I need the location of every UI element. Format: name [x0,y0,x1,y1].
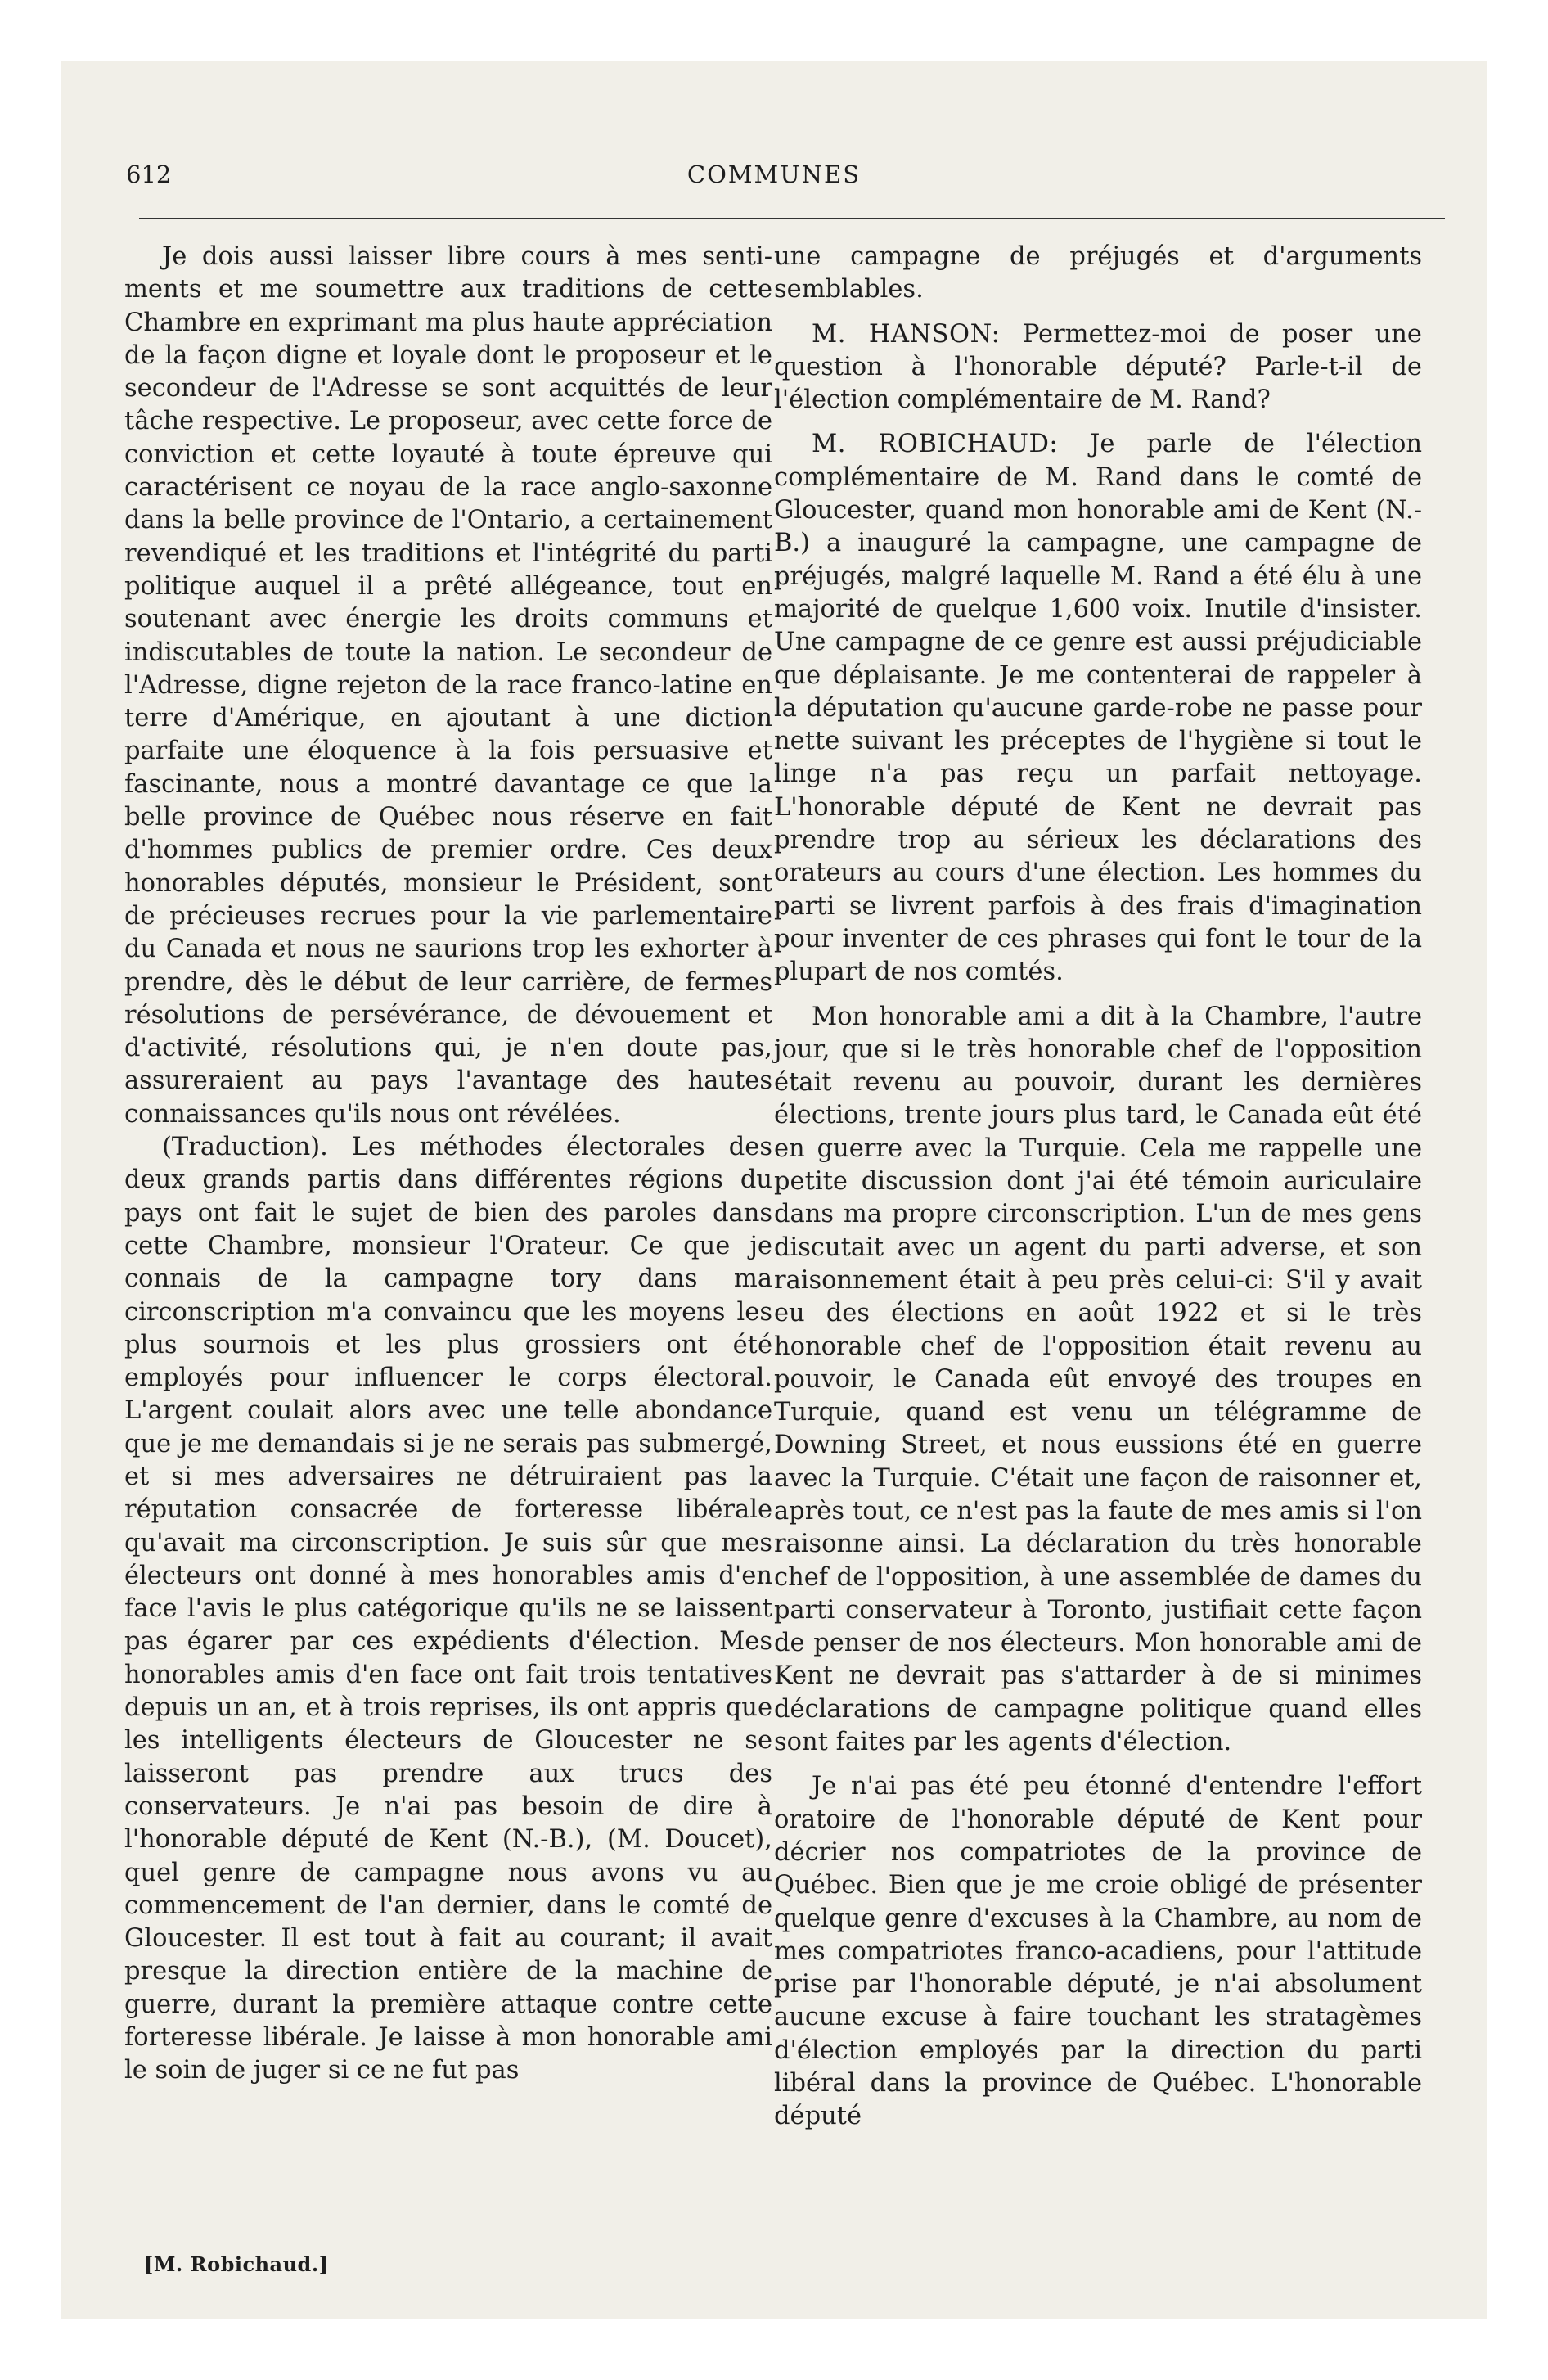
paragraph: Je n'ai pas été peu étonné d'entendre l'effort oratoire de l'honorable député de Kent pour décrier nos compatriotes de la province de Québec. Bien que je me croie obligé de présenter quelque genre d'excuses à la Chambre, au nom de mes compatriotes franco-acadiens, pour l'attitude prise par l'honorable député, je n'ai absolument aucune excuse à faire touchant les stratagèmes d'élection employés par la direction du parti libéral dans la province de Québec. L'honorable député [774,1772,1422,2131]
speaker-name: M. HANSON: [812,319,1001,349]
paragraph: (Traduction). Les méthodes électorales des deux grands partis dans différentes régions du pays ont fait le sujet de bien des paroles dans cette Chambre, monsieur l'Orateur. Ce que je connais de la campagne tory dans ma circonscription m'a convaincu que les moyens les plus sournois et les plus grossiers ont été employés pour influencer le corps électoral. L'argent coulait alors avec une telle abondance que je me demandais si je ne serais pas submergé, et si mes adversaires ne détruiraient pas la réputation consacrée de forteresse libérale qu'avait ma circonscription. Je suis sûr que mes électeurs ont donné à mes honorables amis d'en face l'avis le plus catégorique qu'ils ne se laissent pas égarer par ces expédients d'élection. Mes honorables amis d'en face ont fait trois tentatives depuis un an, et à trois reprises, ils ont appris que les intelligents électeurs de Gloucester ne se laisseront pas prendre aux trucs des conservateurs. Je n'ai pas besoin de dire à l'honorable député de Kent (N.-B.), (M. Doucet), quel genre de campagne nous avons vu au commencement de l'an dernier, dans le comté de Gloucester. Il est tout à fait au courant; il avait presque la direction entière de la machine de guerre, durant la première attaque contre cette forteresse libérale. Je laisse à mon honorable ami le soin de juger si ce ne fut pas [124,1133,772,2085]
speech-text: Je parle de l'élection complémentaire de M. Rand dans le comté de Gloucester, quand mon honorable ami de Kent (N.-B.) a inauguré la campagne, une campagne de préjugés, malgré laquelle M. Rand a été élu à une majorité de quelque 1,600 voix. Inutile d'insister. Une campagne de ce genre est aussi préjudiciable que déplaisante. Je me contenterai de rappeler à la députation qu'aucune garde-robe ne passe pour nette suivant les préceptes de l'hygiène si tout le linge n'a pas reçu un parfait nettoyage. L'honorable député de Kent ne devrait pas prendre trop au sérieux les déclarations des orateurs au cours d'une élection. Les hommes du parti se livrent parfois à des frais d'imagination pour inventer de ces phrases qui font le tour de la plupart de nos comtés. [774,430,1423,987]
speech [774,428,1422,989]
right-column [774,241,1422,2134]
page-header [61,61,1487,224]
speech [774,318,1422,417]
speaker-name: M. ROBICHAUD: [812,430,1059,459]
paragraph: Je dois aussi laisser libre cours à mes sentiments et me soumettre aux traditions de cette Chambre en exprimant ma plus haute appréciation de la façon digne et loyale dont le proposeur et le secondeur de l'Adresse se sont acquittés de leur tâche respective. Le proposeur, avec cette force de conviction et cette loyauté à toute épreuve qui caractérisent ce noyau de la race anglo-saxonne dans la belle province de l'Ontario, a certainement revendiqué et les traditions et l'intégrité du parti politique auquel il a prêté allégeance, tout en soutenant avec énergie les droits communs et indiscutables de toute la nation. Le secondeur de l'Adresse, digne rejeton de la race franco-latine en terre d'Amérique, en ajoutant à une diction parfaite une éloquence à la fois persuasive et fascinante, nous a montré davantage ce que la belle province de Québec nous réserve en fait d'hommes publics de premier ordre. Ces deux honorables députés, monsieur le Président, sont de précieuses recrues pour la vie parlementaire du Canada et nous ne saurions trop les exhorter à prendre, dès le début de leur carrière, de fermes résolutions de persévérance, de dévouement et d'activité, résolutions qui, je n'en doute pas, assureraient au pays l'avantage des hautes connaissances qu'ils nous ont révélées. [124,242,772,1129]
page [61,61,1487,2319]
paragraph: Mon honorable ami a dit à la Chambre, l'autre jour, que si le très honorable chef de l'opposition était revenu au pouvoir, durant les dernières élections, trente jours plus tard, le Canada eût été en guerre avec la Turquie. Cela me rappelle une petite discussion dont j'ai été témoin auriculaire dans ma propre circonscription. L'un de mes gens discutait avec un agent du parti adverse, et son raisonnement était à peu près celui-ci: S'il y avait eu des élections en août 1922 et si le très honorable chef de l'opposition était revenu au pouvoir, le Canada eût envoyé des troupes en Turquie, quand est venu un télégramme de Downing Street, et nous eussions été en guerre avec la Turquie. C'était une façon de raisonner et, après tout, ce n'est pas la faute de mes amis si l'on raisonne ainsi. La déclaration du très honorable chef de l'opposition, à une assemblée de dames du parti conservateur à Toronto, justifiait cette façon de penser de nos électeurs. Mon honorable ami de Kent ne devrait pas s'attarder à de si minimes déclarations de campagne politique quand elles sont faites par les agents d'élection. [774,1002,1422,1757]
paragraph-continuation: une campagne de préjugés et d'arguments semblables. [774,242,1422,304]
header-rule [139,218,1445,219]
page-number: 612 [126,160,172,188]
running-head: COMMUNES [686,160,862,188]
speaker-footer-tag: [M. Robichaud.] [144,2252,329,2276]
left-column [124,241,772,2088]
speech-text: Permettez-moi de poser une question à l'honorable député? Parle-t-il de l'élection complémentaire de M. Rand? [774,319,1422,415]
